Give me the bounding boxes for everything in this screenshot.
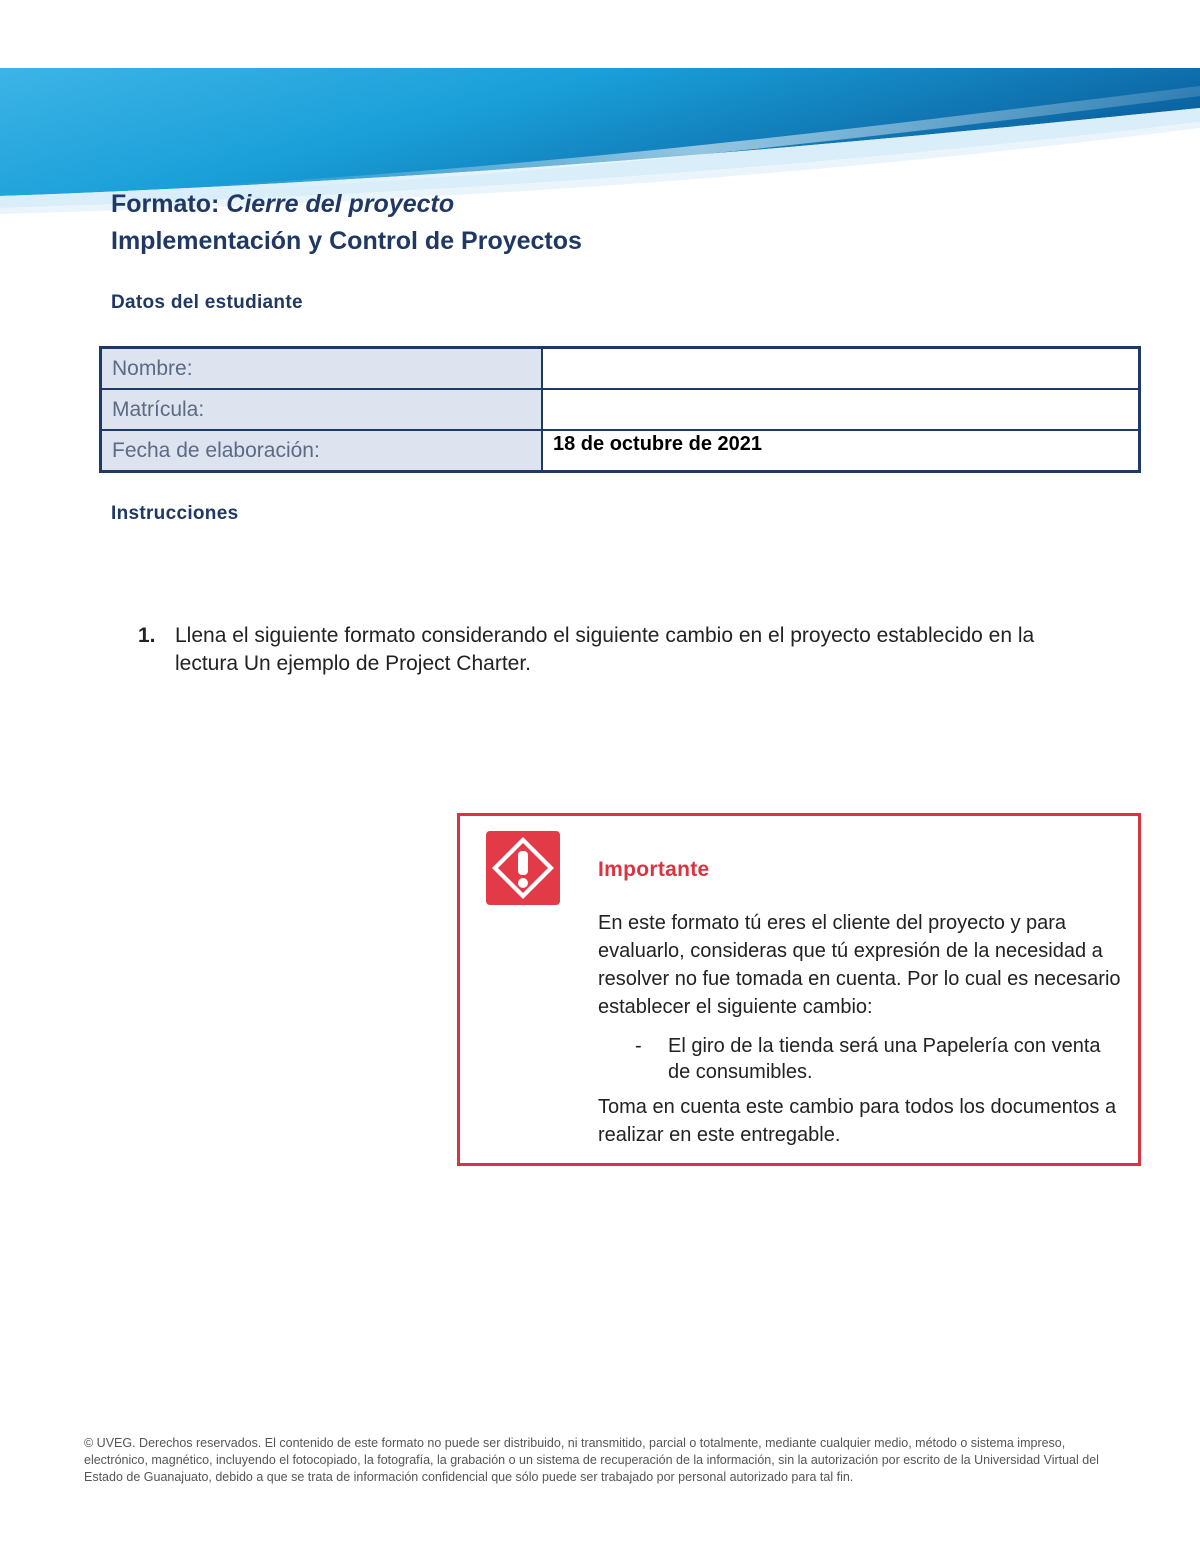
name-label: Nombre: (101, 348, 543, 390)
instructions-heading: Instrucciones (111, 503, 239, 524)
important-paragraph: En este formato tú eres el cliente del proyecto y para evaluarlo, consideras que tú expresión de la necesidad a resolver no fue tomada en cuenta. Por lo cual es necesario establecer el siguiente cambio: (598, 912, 1121, 1018)
important-bullet-text: El giro de la tienda será una Papelería con venta de consumibles. (668, 1035, 1101, 1083)
enrollment-field[interactable] (542, 389, 1140, 430)
student-data-table (99, 346, 1141, 473)
course-title: Implementación y Control de Proyectos (111, 227, 582, 255)
date-label: Fecha de elaboración: (101, 430, 543, 472)
student-data-heading: Datos del estudiante (111, 292, 303, 313)
enrollment-label: Matrícula: (101, 389, 543, 430)
instruction-item (138, 622, 1098, 678)
document-title-italic: Cierre del proyecto (226, 190, 455, 218)
table-row (101, 389, 1140, 430)
date-field[interactable]: 18 de octubre de 2021 (542, 430, 1140, 472)
bullet-dash: - (635, 1035, 642, 1057)
copyright-footer: © UVEG. Derechos reservados. El contenido de este formato no puede ser distribuido, ni transmitido, parcial o totalmente, mediante cualquier medio, método o sistema impreso, electrónico, magnético, incluyendo el fotocopiado, la fotografía, la grabación o un sistema de recuperación de la información, sin la autorización por escrito de la Universidad Virtual del Estado de Guanajuato, debido a que se trata de información confidencial que sólo puede ser trabajado por personal autorizado para tal fin. (84, 1436, 1099, 1484)
warning-icon (486, 831, 560, 905)
important-notice-box (457, 813, 1141, 1166)
table-row (101, 430, 1140, 472)
document-title: Formato: Cierre del proyecto (111, 190, 455, 218)
important-body (598, 909, 1128, 1149)
important-closing: Toma en cuenta este cambio para todos los documentos a realizar en este entregable. (598, 1096, 1117, 1146)
instruction-number: 1. (138, 624, 156, 647)
name-field[interactable] (542, 348, 1140, 390)
important-bullet (635, 1033, 1128, 1085)
instruction-text: Llena el siguiente formato considerando el siguiente cambio en el proyecto establecido en la lectura Un ejemplo de Project Charter. (175, 624, 1035, 675)
important-title: Importante (598, 858, 710, 881)
table-row (101, 348, 1140, 390)
